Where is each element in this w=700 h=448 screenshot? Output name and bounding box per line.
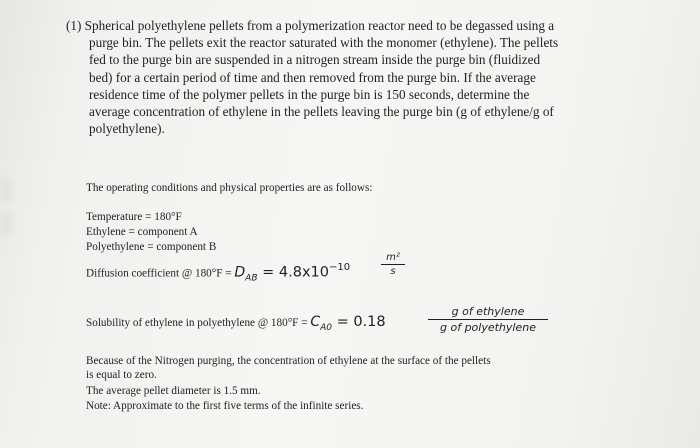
conditions-heading: The operating conditions and physical properties are as follows: [86, 182, 373, 194]
problem-line: bed) for a certain period of time and then removed from the purge bin. If the average [89, 69, 536, 85]
fraction-bar [381, 264, 405, 265]
solubility-unit-numerator: g of ethylene [451, 305, 525, 318]
note-surface-concentration: Because of the Nitrogen purging, the concentration of ethylene at the surface of the pellets [86, 355, 491, 367]
diffusion-unit [381, 252, 405, 277]
note-pellet-diameter: The average pellet diameter is 1.5 mm. [86, 385, 261, 397]
note-series-approximation: Note: Approximate to the first five terms of the infinite series. [86, 400, 364, 412]
problem-line: (1) Spherical polyethylene pellets from a polymerization reactor need to be degassed using a [66, 18, 555, 33]
solubility-symbol: C [310, 314, 321, 330]
temperature-line: Temperature = 180°F [86, 211, 182, 223]
diffusion-unit-denominator: s [390, 266, 396, 277]
solubility-unit-denominator: g of polyethylene [440, 321, 536, 334]
solubility-unit [428, 305, 548, 334]
problem-line: purge bin. The pellets exit the reactor saturated with the monomer (ethylene). The pellets [89, 35, 559, 51]
problem-line: average concentration of ethylene in the pellets leaving the purge bin (g of ethylene/g of [89, 104, 554, 120]
diffusion-subscript: AB [245, 273, 258, 284]
problem-statement [66, 17, 686, 137]
solubility-label: Solubility of ethylene in polyethylene @ 180°F = [86, 317, 311, 329]
page-edge-mark [0, 212, 12, 236]
diffusion-unit-numerator: m² [386, 252, 400, 263]
diffusion-label: Diffusion coefficient @ 180°F = [86, 267, 235, 280]
diffusion-value: = 4.8x10 [257, 264, 329, 281]
solubility [86, 313, 386, 333]
page-edge-mark [0, 178, 12, 202]
solubility-value: = 0.18 [331, 314, 386, 330]
problem-line: polyethylene). [89, 121, 165, 137]
diffusion-coefficient [86, 262, 350, 284]
problem-line: residence time of the polymer pellets in the purge bin is 150 seconds, determine the [89, 86, 530, 102]
solubility-subscript: A0 [320, 323, 332, 334]
diffusion-symbol: D [234, 264, 246, 281]
fraction-bar [428, 319, 548, 320]
problem-line: fed to the purge bin are suspended in a nitrogen stream inside the purge bin (fluidized [89, 52, 541, 68]
ethylene-line: Ethylene = component A [86, 226, 198, 238]
polyethylene-line: Polyethylene = component B [86, 241, 217, 253]
note-surface-concentration-cont: is equal to zero. [86, 369, 157, 381]
diffusion-exponent: −10 [328, 262, 351, 273]
